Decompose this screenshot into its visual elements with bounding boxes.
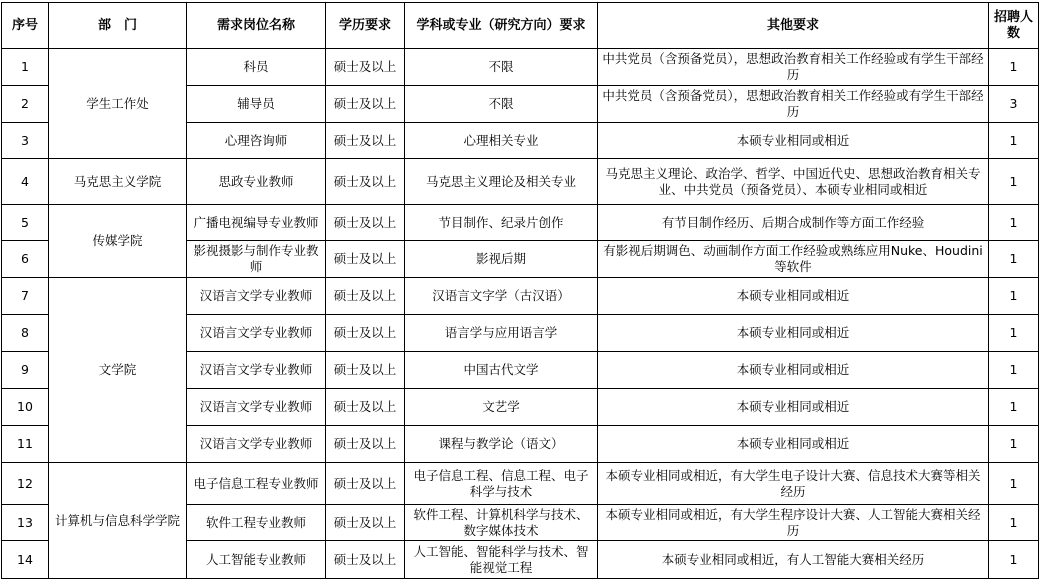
cell-count: 1 [989,278,1039,315]
cell-education: 硕士及以上 [326,463,405,505]
cell-other: 本硕专业相同或相近 [598,389,989,426]
cell-position: 汉语言文学专业教师 [187,389,326,426]
cell-education: 硕士及以上 [326,389,405,426]
cell-major: 心理相关专业 [405,123,598,159]
cell-education: 硕士及以上 [326,159,405,205]
cell-major: 马克思主义理论及相关专业 [405,159,598,205]
cell-dept: 计算机与信息科学学院 [49,463,187,579]
header-position: 需求岗位名称 [187,3,326,49]
cell-position: 心理咨询师 [187,123,326,159]
cell-major: 人工智能、智能科学与技术、智能视觉工程 [405,541,598,579]
cell-major: 不限 [405,49,598,86]
cell-major: 电子信息工程、信息工程、电子科学与技术 [405,463,598,505]
cell-count: 3 [989,86,1039,123]
cell-seq: 5 [2,205,49,241]
cell-education: 硕士及以上 [326,123,405,159]
cell-position: 汉语言文学专业教师 [187,315,326,352]
cell-count: 1 [989,241,1039,278]
cell-other: 中共党员（含预备党员），思想政治教育相关工作经验或有学生干部经历 [598,49,989,86]
cell-seq: 6 [2,241,49,278]
cell-dept: 传媒学院 [49,205,187,278]
header-major: 学科或专业（研究方向）要求 [405,3,598,49]
header-count: 招聘人数 [989,3,1039,49]
cell-dept: 学生工作处 [49,49,187,159]
table-row [2,49,1039,86]
cell-other: 中共党员（含预备党员），思想政治教育相关工作经验或有学生干部经历 [598,86,989,123]
cell-education: 硕士及以上 [326,278,405,315]
table-row [2,159,1039,205]
cell-dept: 马克思主义学院 [49,159,187,205]
cell-position: 电子信息工程专业教师 [187,463,326,505]
cell-education: 硕士及以上 [326,49,405,86]
header-seq: 序号 [2,3,49,49]
cell-major: 中国古代文学 [405,352,598,389]
cell-education: 硕士及以上 [326,352,405,389]
cell-count: 1 [989,159,1039,205]
cell-position: 软件工程专业教师 [187,505,326,541]
cell-seq: 11 [2,426,49,463]
cell-major: 汉语言文字学（古汉语） [405,278,598,315]
cell-position: 人工智能专业教师 [187,541,326,579]
cell-seq: 7 [2,278,49,315]
cell-seq: 13 [2,505,49,541]
cell-seq: 10 [2,389,49,426]
cell-other: 有节目制作经历、后期合成制作等方面工作经验 [598,205,989,241]
cell-position: 影视摄影与制作专业教师 [187,241,326,278]
cell-position: 汉语言文学专业教师 [187,352,326,389]
header-education: 学历要求 [326,3,405,49]
cell-major: 节目制作、纪录片创作 [405,205,598,241]
header-other: 其他要求 [598,3,989,49]
cell-other: 本硕专业相同或相近 [598,123,989,159]
cell-other: 有影视后期调色、动画制作方面工作经验或熟练应用Nuke、Houdini等软件 [598,241,989,278]
cell-other: 本硕专业相同或相近 [598,315,989,352]
cell-seq: 8 [2,315,49,352]
cell-major: 不限 [405,86,598,123]
recruitment-table [1,2,1039,579]
header-row [2,3,1039,49]
cell-dept: 文学院 [49,278,187,463]
cell-seq: 9 [2,352,49,389]
cell-count: 1 [989,426,1039,463]
cell-count: 1 [989,352,1039,389]
cell-position: 思政专业教师 [187,159,326,205]
cell-position: 科员 [187,49,326,86]
cell-seq: 4 [2,159,49,205]
cell-education: 硕士及以上 [326,541,405,579]
table-row [2,205,1039,241]
cell-education: 硕士及以上 [326,205,405,241]
cell-education: 硕士及以上 [326,426,405,463]
cell-seq: 1 [2,49,49,86]
cell-other: 本硕专业相同或相近，有大学生电子设计大赛、信息技术大赛等相关经历 [598,463,989,505]
cell-other: 本硕专业相同或相近 [598,426,989,463]
cell-count: 1 [989,389,1039,426]
cell-major: 课程与教学论（语文） [405,426,598,463]
cell-position: 汉语言文学专业教师 [187,426,326,463]
cell-education: 硕士及以上 [326,241,405,278]
cell-seq: 2 [2,86,49,123]
cell-seq: 12 [2,463,49,505]
cell-count: 1 [989,463,1039,505]
cell-other: 本硕专业相同或相近，有人工智能大赛相关经历 [598,541,989,579]
cell-other: 本硕专业相同或相近 [598,352,989,389]
cell-count: 1 [989,505,1039,541]
cell-education: 硕士及以上 [326,505,405,541]
cell-major: 软件工程、计算机科学与技术、数字媒体技术 [405,505,598,541]
table-row [2,463,1039,505]
cell-education: 硕士及以上 [326,315,405,352]
cell-count: 1 [989,541,1039,579]
cell-position: 广播电视编导专业教师 [187,205,326,241]
cell-seq: 3 [2,123,49,159]
table-row [2,278,1039,315]
cell-major: 影视后期 [405,241,598,278]
cell-position: 辅导员 [187,86,326,123]
cell-count: 1 [989,123,1039,159]
cell-education: 硕士及以上 [326,86,405,123]
cell-count: 1 [989,49,1039,86]
header-dept: 部 门 [49,3,187,49]
cell-other: 马克思主义理论、政治学、哲学、中国近代史、思想政治教育相关专业、中共党员（预备党员）、本硕专业相同或相近 [598,159,989,205]
cell-major: 语言学与应用语言学 [405,315,598,352]
cell-count: 1 [989,315,1039,352]
cell-major: 文艺学 [405,389,598,426]
cell-other: 本硕专业相同或相近 [598,278,989,315]
cell-other: 本硕专业相同或相近，有大学生程序设计大赛、人工智能大赛相关经历 [598,505,989,541]
cell-seq: 14 [2,541,49,579]
cell-position: 汉语言文学专业教师 [187,278,326,315]
cell-count: 1 [989,205,1039,241]
